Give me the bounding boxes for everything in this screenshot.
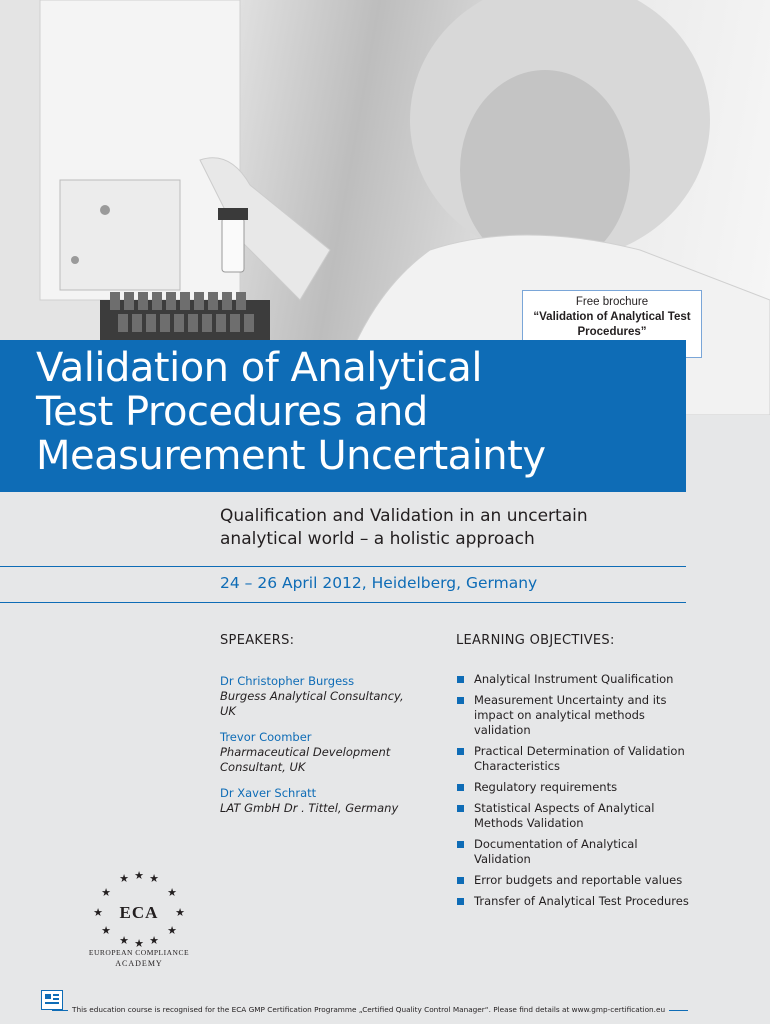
svg-text:★: ★ [93,906,103,919]
speakers-heading: SPEAKERS: [220,633,295,648]
svg-text:★: ★ [101,924,111,937]
speaker-item [220,730,440,775]
list-item [456,894,696,909]
list-item [456,693,696,738]
objective-text: Measurement Uncertainty and its impact on analytical methods validation [474,693,667,737]
subtitle [220,505,680,551]
square-bullet-icon [457,676,464,683]
title-line1: Validation of Analytical [36,345,482,391]
subtitle-line1: Qualification and Validation in an uncertain [220,506,588,526]
svg-text:★: ★ [149,872,159,885]
speaker-item [220,674,440,719]
speaker-name: Dr Christopher Burgess [220,674,355,688]
logo-name-line2: ACADEMY [115,959,163,968]
square-bullet-icon [457,748,464,755]
speaker-affiliation: UK [220,704,236,718]
svg-text:★: ★ [119,934,129,947]
speaker-name: Dr Xaver Schratt [220,786,317,800]
square-bullet-icon [457,805,464,812]
square-bullet-icon [457,841,464,848]
list-item [456,672,696,687]
title-line3: Measurement Uncertainty [36,433,546,479]
square-bullet-icon [457,697,464,704]
list-item [456,744,696,774]
brochure-title-line1: “Validation of Analytical Test [533,311,691,323]
speaker-affiliation: Burgess Analytical Consultancy, [220,689,404,703]
svg-text:★: ★ [119,872,129,885]
svg-text:★: ★ [101,886,111,899]
footer-note: This education course is recognised for the ECA GMP Certification Programme „Certified Quality Control Manager“. Please find details at www.gmp-certification.eu [68,1005,669,1014]
brochure-label: Free brochure [575,296,649,308]
objective-text: Practical Determination of Validation Characteristics [474,744,685,773]
list-item [456,801,696,831]
event-date: 24 – 26 April 2012, Heidelberg, Germany [220,574,538,592]
objective-text: Analytical Instrument Qualification [474,672,674,686]
objectives-list [456,672,696,915]
subtitle-line2: analytical world – a holistic approach [220,529,535,549]
brochure-title-line2: Procedures” [577,326,647,338]
svg-text:★: ★ [134,870,144,882]
svg-text:★: ★ [149,934,159,947]
objective-text: Regulatory requirements [474,780,618,794]
speaker-name: Trevor Coomber [220,730,312,744]
square-bullet-icon [457,898,464,905]
speaker-affiliation: LAT GmbH Dr . Tittel, Germany [220,801,399,815]
list-item [456,873,696,888]
list-item [456,780,696,795]
title-banner [0,340,686,492]
list-item [456,837,696,867]
eca-logo [84,870,194,974]
speaker-affiliation: Pharmaceutical Development [220,745,391,759]
svg-text:★: ★ [175,906,185,919]
svg-text:★: ★ [167,886,177,899]
objective-text: Transfer of Analytical Test Procedures [474,894,689,908]
svg-text:★: ★ [167,924,177,937]
square-bullet-icon [457,784,464,791]
objective-text: Error budgets and reportable values [474,873,683,887]
logo-name-line1: EUROPEAN COMPLIANCE [88,948,190,957]
objectives-heading: LEARNING OBJECTIVES: [456,633,615,648]
speakers-list [220,674,440,827]
square-bullet-icon [457,877,464,884]
objective-text: Documentation of Analytical Validation [474,837,638,866]
objective-text: Statistical Aspects of Analytical Methods Validation [474,801,655,830]
logo-abbreviation: ECA [119,903,159,922]
divider-bottom [0,602,686,603]
speaker-affiliation: Consultant, UK [220,760,306,774]
svg-text:★: ★ [134,937,144,950]
title-line2: Test Procedures and [36,389,428,435]
speaker-item [220,786,440,816]
certification-icon [41,990,63,1010]
divider-top [0,566,686,567]
